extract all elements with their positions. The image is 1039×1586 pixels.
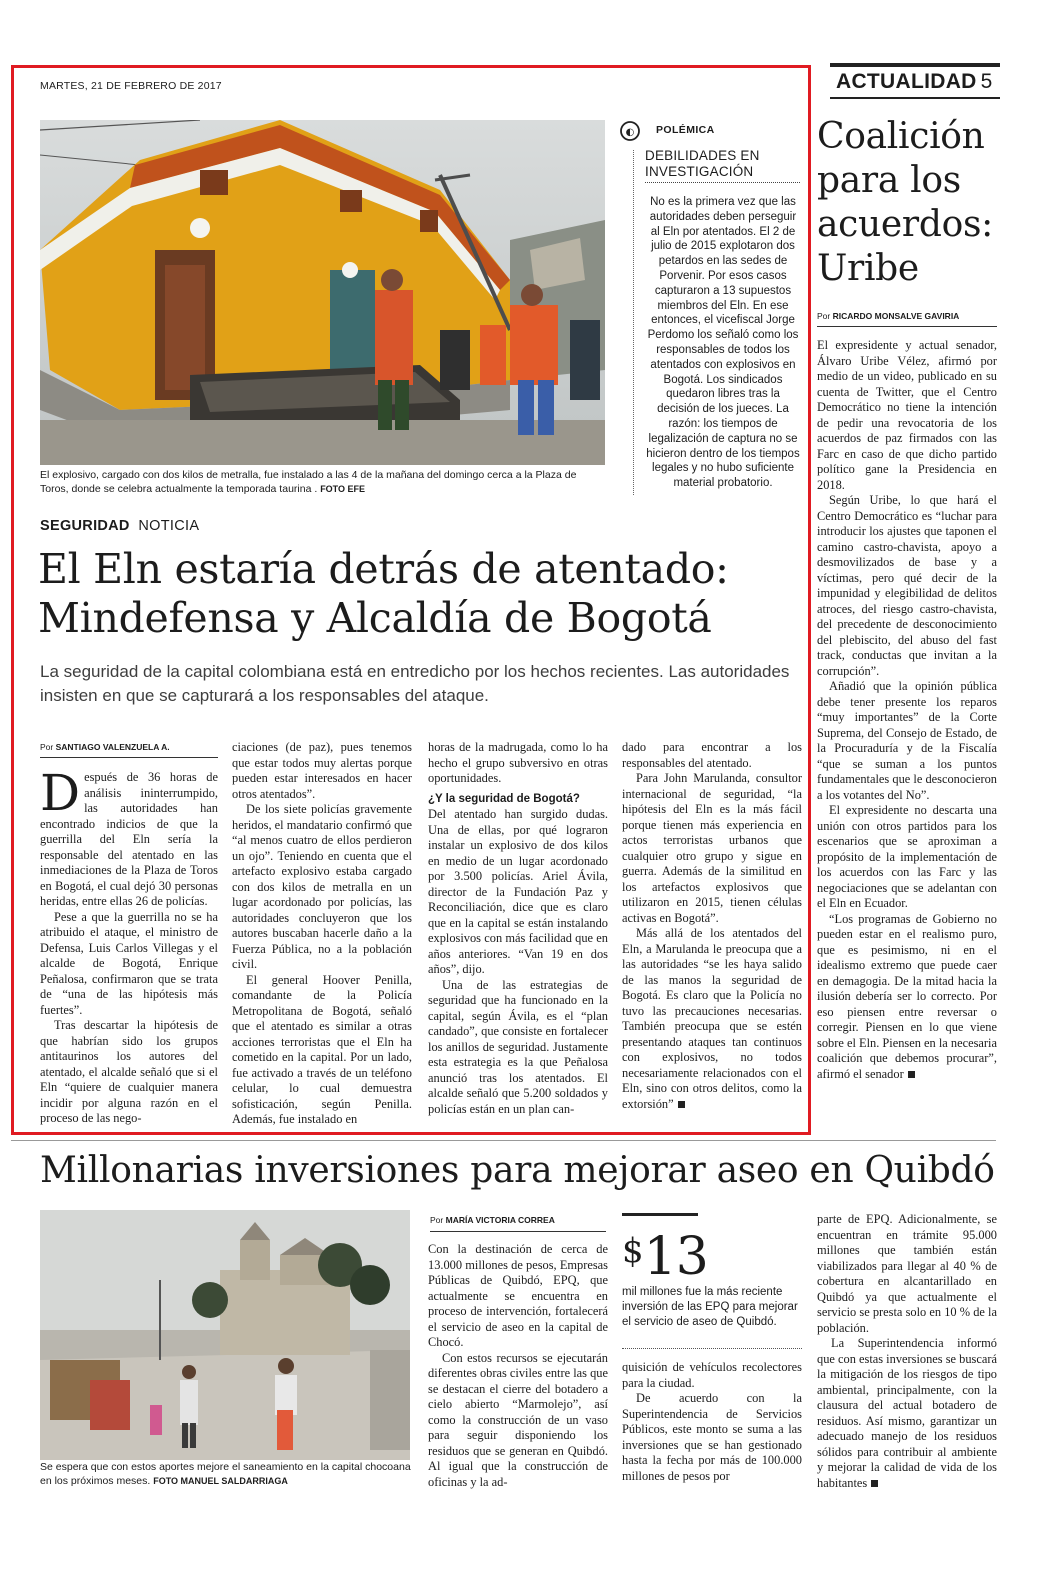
paragraph: Una de las estrategias de seguridad que ha funcionado en la capital, según Ávila, es el “plan candado”, que consiste en fortalecer los anillos de seguridad. Justamente esta estrategia es la que Peñalosa anunció tras los atentados. El alcalde señaló que 5.200 soldados y policías están en un plan can- bbox=[428, 977, 608, 1116]
paragraph: El expresidente no descarta una unión con otros partidos para los escenarios que se aproximan a propósito de la implementación de los acuerdos con las Farc y las negociaciones que se adelantan con el Eln en Ecuador. bbox=[817, 803, 997, 910]
main-photo bbox=[40, 120, 605, 465]
paragraph: Del atentado han surgido dudas. Una de ellas, por qué lograron instalar un explosivo de dos kilos en medio de un lugar acordonado por 3.500 policías. Ariel Ávila, director de la Fundación Paz y Reconciliación, dice que es claro que en la capital se están instalando explosivos con más facilidad que en años anteriores. “Van 19 en dos años”, dijo. bbox=[428, 807, 608, 976]
side-column bbox=[817, 338, 997, 1082]
paragraph: horas de la madrugada, como lo ha hecho el grupo subversivo en otras oportunidades. bbox=[428, 740, 608, 785]
paragraph: parte de EPQ. Adicionalmente, se encuentran en trámite 95.000 millones que también están viabilizados para llegar al 40 % de cobertura en alcantarillado en Quibdó ya que actualmente el servicio se presta solo en 10 % de la población. bbox=[817, 1212, 997, 1335]
side-headline: Coalición para los acuerdos: Uribe bbox=[817, 116, 993, 289]
paragraph: Con la destinación de cerca de 13.000 millones de pesos, Empresas Públicas de Quibdó, EPQ, que actualmente se encuentra en proceso de intervención, fortalecerá el servicio de aseo en la capital de Chocó. bbox=[428, 1242, 608, 1349]
polemica-rule bbox=[645, 182, 800, 183]
paragraph bbox=[817, 1336, 997, 1491]
stat-figure bbox=[622, 1222, 708, 1286]
main-photo-caption bbox=[40, 468, 605, 496]
main-headline: El Eln estaría detrás de atentado: Mindefensa y Alcaldía de Bogotá bbox=[38, 545, 729, 642]
end-mark bbox=[678, 1101, 685, 1108]
polemica-body: No es la primera vez que las autoridades deben perseguir al Eln por atentados. El 2 de julio de 2015 explotaron dos petardos en las sedes de Porvenir. Por esos casos capturaron a 13 supuestos miembros del Eln. En ese entonces, el vicefiscal Jorge Perdomo los señaló como los responsables de todos los atentados con explosivos en Bogotá. Los sindicados quedaron libres tras la decisión de los jueces. La razón: los tiempos de legalización de captura no se hicieron dentro de los tiempos legales y no hubo suficiente material probatorio. bbox=[646, 196, 800, 490]
paragraph: Según Uribe, lo que hará el Centro Democrático es “luchar para introducir los ajustes que taponen el camino castro-chavista, apoyo a desmovilizados de base y a víctimas, pero qué decir de la impunidad y elegibilidad de delitos atroces, del riesgo castro-chavista, del precedente de desconocimiento del plebiscito, del abuso del fast track, conductas que invitan a la corrupción”. bbox=[817, 493, 997, 678]
stat-divider bbox=[622, 1348, 802, 1349]
section-bottom-rule bbox=[830, 97, 1000, 99]
main-column-2 bbox=[232, 740, 412, 1128]
byline-name: MARÍA VICTORIA CORREA bbox=[445, 1215, 555, 1225]
bottom-byline bbox=[430, 1215, 555, 1225]
paragraph: Añadió que la opinión pública debe tener presente los reparos “muy importantes” de la Corte Suprema, del Consejo de Estado, de la Procuraduría y de la Fiscalía “que se suman a los puntos fundamentales que le desconocieron a los votantes del No”. bbox=[817, 679, 997, 802]
paragraph bbox=[622, 926, 802, 1112]
dateline: MARTES, 21 DE FEBRERO DE 2017 bbox=[40, 80, 222, 92]
bottom-column-2 bbox=[622, 1360, 802, 1484]
byline-name: RICARDO MONSALVE GAVIRIA bbox=[832, 311, 960, 321]
bottom-photo bbox=[40, 1210, 410, 1460]
byline-prefix: Por bbox=[40, 742, 54, 752]
subheading: ¿Y la seguridad de Bogotá? bbox=[428, 792, 580, 805]
kicker-section: SEGURIDAD bbox=[40, 518, 130, 534]
polemica-divider bbox=[633, 150, 634, 495]
paragraph: De los siete policías gravemente heridos, el mandatario confirmó que “al menos cuatro de ellos perdieron un ojo”. Teniendo en cuenta que el artefacto explosivo estaba cargado con dos kilos de metralla en un lugar acordonado por policías, las autoridades concluyeron que los autores buscaban hacerle daño a la Fuerza Pública, no a la población civil. bbox=[232, 802, 412, 971]
main-column-4 bbox=[622, 740, 802, 1112]
main-column-1 bbox=[40, 764, 218, 1127]
section-divider bbox=[11, 1140, 996, 1141]
main-column-3 bbox=[428, 740, 608, 1117]
stat-rule bbox=[622, 1213, 698, 1216]
bottom-column-3 bbox=[817, 1212, 997, 1491]
byline-prefix: Por bbox=[430, 1215, 444, 1225]
stat-description: mil millones fue la más reciente inversión de las EPQ para mejorar el servicio de aseo de Quibdó. bbox=[622, 1286, 798, 1328]
paragraph bbox=[817, 912, 997, 1083]
byline-rule bbox=[40, 757, 218, 758]
paragraph-text: La Superintendencia informó que con estas inversiones se buscará la mitigación de los riesgos de tipo ambiental, principalmente, con la clausura del actual botadero de residuos. Así mismo, garantizar un adecuado manejo de los residuos sólidos para contribuir al ambiente y mejorar la calidad de vida de los habitantes bbox=[817, 1336, 997, 1490]
main-photo-illustration bbox=[40, 120, 605, 465]
bottom-byline-rule bbox=[430, 1231, 606, 1232]
section-header bbox=[836, 70, 993, 94]
paragraph: Pese a que la guerrilla no se ha atribuido el ataque, el ministro de Defensa, Luis Carlos Villegas y el alcalde de Bogotá, Enrique Peñalosa, confirmaron que se trata de “una de las hipótesis más fuertes”. bbox=[40, 909, 218, 1017]
kicker-type: NOTICIA bbox=[138, 518, 200, 534]
end-mark bbox=[908, 1071, 915, 1078]
side-byline-rule bbox=[817, 326, 997, 327]
paragraph: ciaciones (de paz), pues tenemos que estar todos muy alertas porque pueden estar interesados en hacer otros atentados”. bbox=[232, 740, 412, 801]
paragraph: dado para encontrar a los responsables del atentado. bbox=[622, 740, 802, 770]
stat-value: 13 bbox=[643, 1227, 708, 1287]
kicker bbox=[40, 518, 199, 534]
polemica-title: DEBILIDADES EN INVESTIGACIÓN bbox=[645, 148, 760, 179]
byline-prefix: Por bbox=[817, 311, 831, 321]
paragraph: Tras descartar la hipótesis de que habrían sido los grupos antitaurinos los autores del atentado, el alcalde señaló que si el Eln “quiere de cualquier manera incidir por alguna razón en el proceso de las nego- bbox=[40, 1018, 218, 1125]
byline-name: SANTIAGO VALENZUELA A. bbox=[55, 742, 170, 752]
main-byline bbox=[40, 742, 170, 752]
section-top-rule bbox=[830, 63, 1000, 67]
caption-text: Se espera que con estos aportes mejore el saneamiento en la capital chocoana en los próximos meses. bbox=[40, 1461, 411, 1487]
bottom-photo-illustration bbox=[40, 1210, 410, 1460]
drop-cap: D bbox=[40, 764, 81, 822]
page-number: 5 bbox=[980, 70, 993, 93]
paragraph-text: “Los programas de Gobierno no pueden estar en el realismo puro, que es pesimismo, ni en el idealismo extremo que puede caer en demagogia. De la mitad hacia la ilusión debería ser lo correcto. Por eso piensen entre reversar o corregir. Piensen en lo que viene sobre el Eln. Piensen en la necesaria coalición que debemos procurar”, afirmó el senador bbox=[817, 911, 997, 1081]
section-name: ACTUALIDAD bbox=[836, 70, 977, 93]
bottom-photo-caption bbox=[40, 1460, 412, 1488]
paragraph: El general Hoover Penilla, comandante de la Policía Metropolitana de Bogotá, señaló que el atentado es similar a otras acciones terroristas que el Eln ha cometido en la capital. Por un lado, fue activado a través de un teléfono celular, lo cual demuestra sofisticación, según Penilla. Además, fue instalado en bbox=[232, 972, 412, 1126]
paragraph: El expresidente y actual senador, Álvaro Uribe Vélez, afirmó por medio de un video, publicado en su cuenta de Twitter, que el Centro Democrático no tiene la intención de pedir una revocatoria de los acuerdos de paz firmados con las Farc en caso de que dicho partido político gane la Presidencia en 2018. bbox=[817, 338, 997, 492]
paragraph-text: Más allá de los atentados del Eln, a Marulanda le preocupa que a las autoridades “se les haya salido de las manos la seguridad de Bogotá. Es claro que la Policía no tuvo las precauciones necesarias. También preocupa que se estén presentando ataques tan continuos con explosivos, no todos necesariamente relacionados con el Eln, sino con otros delitos, como la extorsión” bbox=[622, 926, 802, 1111]
bottom-headline: Millonarias inversiones para mejorar aseo en Quibdó bbox=[40, 1150, 995, 1191]
caption-text: El explosivo, cargado con dos kilos de metralla, fue instalado a las 4 de la mañana del domingo cerca a la Plaza de Toros, donde se celebra actualmente la temporada taurina . bbox=[40, 469, 577, 495]
photo-credit: FOTO EFE bbox=[320, 484, 366, 494]
end-mark bbox=[871, 1480, 878, 1487]
paragraph: espués de 36 horas de análisis ininterrumpido, las autoridades han encontrado indicios de que la guerrilla del Eln sería la responsable del atentado en las inmediaciones de la Plaza de Toros en Bogotá, el cual dejó 30 personas heridas, entre ellas 26 de policías. bbox=[40, 770, 218, 908]
paragraph: De acuerdo con la Superintendencia de Servicios Públicos, este monto se suma a las inversiones que se han gestionado hasta la fecha por más de 100.000 millones de pesos por bbox=[622, 1391, 802, 1483]
photo-credit: FOTO MANUEL SALDARRIAGA bbox=[153, 1476, 288, 1486]
stat-currency: $ bbox=[622, 1231, 643, 1271]
side-byline bbox=[817, 311, 959, 321]
megaphone-icon bbox=[620, 121, 640, 141]
paragraph: quisición de vehículos recolectores para la ciudad. bbox=[622, 1360, 802, 1390]
paragraph: Con estos recursos se ejecutarán diferentes obras civiles entre las que se destacan el cierre del botadero a cielo abierto “Marmolejo”, así como la construcción de un vaso para seguir disponiendo los residuos que se generan en Quibdó. Al igual que la construcción de oficinas y la ad- bbox=[428, 1350, 608, 1489]
main-deck: La seguridad de la capital colombiana está en entredicho por los hechos recientes. Las autoridades insisten en que se capturará a los responsables del ataque. bbox=[40, 662, 790, 705]
paragraph: Para John Marulanda, consultor internacional de seguridad, “la hipótesis del Eln es la más fácil porque tienen más experiencia en actos terroristas urbanos que cualquier otro grupo y sigue en guerra. Además de la similitud en los artefactos explosivos que utilizaron en 2015, tienen células activas en Bogotá”. bbox=[622, 771, 802, 925]
svg-text:◐: ◐ bbox=[625, 127, 635, 138]
polemica-label: POLÉMICA bbox=[656, 124, 715, 136]
bottom-column-1 bbox=[428, 1242, 608, 1490]
